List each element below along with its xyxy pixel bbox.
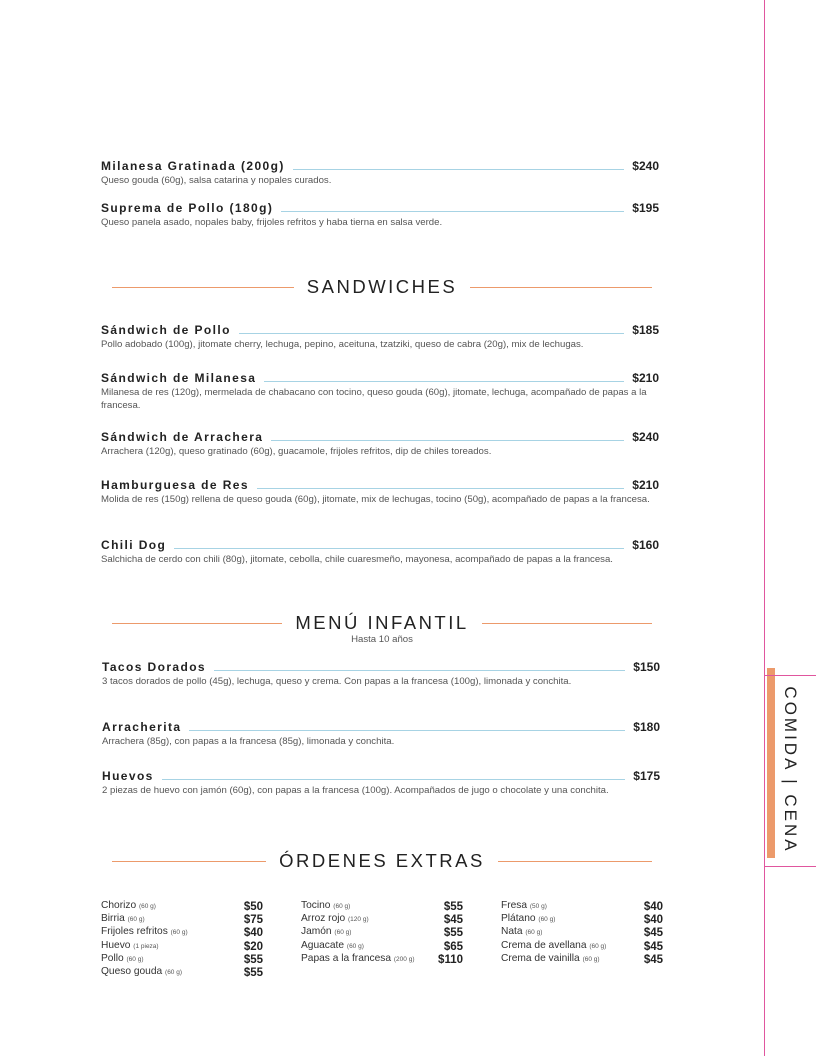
extra-name: Papas a la francesa <box>301 952 392 964</box>
section-title: MENÚ INFANTIL <box>295 612 469 633</box>
item-price: $175 <box>633 769 660 783</box>
extra-name: Plátano <box>501 913 536 925</box>
extra-price: $75 <box>243 914 263 927</box>
extra-item <box>301 953 463 966</box>
section-rule <box>112 623 282 624</box>
menu-item <box>101 321 665 351</box>
extra-item <box>301 913 463 926</box>
extra-qty: (60 g) <box>126 955 144 963</box>
extra-name: Jamón <box>301 926 332 938</box>
extra-price: $45 <box>643 953 663 966</box>
item-price: $160 <box>632 538 659 552</box>
extra-qty: (60 g) <box>127 916 145 924</box>
extra-name: Chorizo <box>101 900 137 911</box>
extra-item <box>501 913 663 926</box>
section-rule <box>112 287 294 288</box>
extra-qty: (60 g) <box>334 929 352 937</box>
extra-price: $50 <box>243 901 263 913</box>
section-rule <box>482 623 652 624</box>
extra-item <box>101 940 263 953</box>
section-title: SANDWICHES <box>306 276 458 297</box>
side-tab-tick-top <box>764 675 816 676</box>
item-description: Queso panela asado, nopales baby, frijoles refritos y haba tierna en salsa verde. <box>101 217 443 228</box>
side-tab-label: COMIDA | CENA <box>781 686 800 854</box>
item-price: $180 <box>633 720 660 734</box>
item-price: $150 <box>633 660 660 674</box>
extra-price: $55 <box>243 966 263 979</box>
extra-item <box>501 900 663 913</box>
item-price: $240 <box>632 430 659 444</box>
extras-column <box>301 900 463 966</box>
item-description: 2 piezas de huevo con jamón (60g), con papas a la francesa (100g). Acompañados de jugo o chocolate y una conchita. <box>102 785 609 796</box>
extra-item <box>501 953 663 966</box>
leader-line <box>264 381 624 382</box>
section-rule <box>112 861 266 862</box>
item-name: Milanesa Gratinada (200g) <box>101 159 285 173</box>
leader-line <box>257 488 624 489</box>
extra-name: Pollo <box>101 952 124 964</box>
leader-line <box>189 730 625 731</box>
menu-item <box>101 476 665 506</box>
section-header-infantil <box>112 611 652 635</box>
extra-price: $20 <box>243 940 263 953</box>
extra-name: Queso gouda <box>101 965 163 977</box>
extra-qty: (120 g) <box>348 916 369 924</box>
leader-line <box>239 333 624 334</box>
extra-qty: (60 g) <box>170 929 188 937</box>
item-name: Chili Dog <box>101 538 167 552</box>
item-description: Arrachera (85g), con papas a la francesa (85g), limonada y conchita. <box>102 736 395 747</box>
item-price: $195 <box>632 201 659 215</box>
extra-qty: (50 g) <box>529 903 547 910</box>
extra-price: $45 <box>643 927 663 940</box>
extra-qty: (60 g) <box>538 916 556 924</box>
leader-line <box>281 211 624 212</box>
extra-qty: (60 g) <box>346 942 364 950</box>
extra-qty: (60 g) <box>138 903 156 910</box>
menu-item <box>101 199 665 229</box>
leader-line <box>174 548 624 549</box>
extra-item <box>301 900 463 913</box>
menu-item <box>102 658 666 688</box>
item-description: Arrachera (120g), queso gratinado (60g), guacamole, frijoles refritos, dip de chiles toreados. <box>101 446 492 457</box>
section-header-sandwiches <box>112 275 652 299</box>
extra-name: Frijoles refritos <box>101 926 168 938</box>
extra-item <box>501 926 663 939</box>
margin-rule <box>764 0 765 1056</box>
item-name: Sándwich de Arrachera <box>101 430 264 444</box>
extra-item <box>301 926 463 939</box>
item-name: Suprema de Pollo (180g) <box>101 201 274 215</box>
extra-item <box>101 926 263 939</box>
item-price: $185 <box>632 323 659 337</box>
item-name: Sándwich de Pollo <box>101 323 231 337</box>
leader-line <box>293 169 625 170</box>
item-price: $240 <box>632 159 659 173</box>
item-description: 3 tacos dorados de pollo (45g), lechuga, queso y crema. Con papas a la francesa (100g), limonada y conchita. <box>102 676 572 687</box>
item-name: Huevos <box>102 769 154 783</box>
extra-name: Tocino <box>301 900 331 911</box>
extra-price: $40 <box>643 901 663 913</box>
extra-price: $55 <box>443 927 463 940</box>
extra-qty: (60 g) <box>582 955 600 963</box>
item-description: Molida de res (150g) rellena de queso gouda (60g), jitomate, mix de lechugas, tocino (50g), acompañado de papas a la francesa. <box>101 494 650 505</box>
extra-item <box>301 940 463 953</box>
extra-name: Nata <box>501 926 523 938</box>
extra-qty: (60 g) <box>589 942 607 950</box>
leader-line <box>214 670 625 671</box>
item-description: Queso gouda (60g), salsa catarina y nopales curados. <box>101 175 332 186</box>
menu-item <box>101 369 665 412</box>
item-description: Salchicha de cerdo con chili (80g), jitomate, cebolla, chile cuaresmeño, mayonesa, acompañado de papas a la francesa. <box>101 554 613 565</box>
extra-qty: (60 g) <box>165 968 183 976</box>
item-name: Arracherita <box>102 720 182 734</box>
extra-item <box>501 940 663 953</box>
section-header-extras <box>112 849 652 873</box>
extra-qty: (200 g) <box>393 955 415 963</box>
extra-item <box>101 966 263 979</box>
item-description: Milanesa de res (120g), mermelada de chabacano con tocino, queso gouda (60g), jitomate, lechuga, acompañado de papas a la francesa. <box>101 387 647 411</box>
extra-name: Arroz rojo <box>301 913 346 925</box>
item-name: Tacos Dorados <box>102 660 206 674</box>
item-price: $210 <box>632 478 659 492</box>
menu-item <box>102 767 666 797</box>
extra-qty: (1 pieza) <box>133 942 159 950</box>
extras-column <box>501 900 663 966</box>
extra-qty: (60 g) <box>525 929 543 937</box>
extra-name: Aguacate <box>301 939 345 951</box>
extra-name: Fresa <box>501 900 528 911</box>
side-tab-marker <box>767 668 775 858</box>
menu-item <box>102 718 666 748</box>
extra-item <box>101 900 263 913</box>
side-tab-tick-bottom <box>764 866 816 867</box>
extra-item <box>101 913 263 926</box>
extra-price: $40 <box>643 914 663 927</box>
menu-item <box>101 157 665 187</box>
extra-name: Birria <box>101 913 125 925</box>
section-title: ÓRDENES EXTRAS <box>279 850 485 871</box>
extra-price: $55 <box>443 901 463 913</box>
extra-price: $40 <box>243 927 263 940</box>
menu-item <box>101 536 665 566</box>
extra-price: $55 <box>243 953 263 966</box>
section-rule <box>470 287 652 288</box>
item-description: Pollo adobado (100g), jitomate cherry, lechuga, pepino, aceituna, tzatziki, queso de cabra (20g), mix de lechugas. <box>101 339 584 350</box>
extra-name: Crema de avellana <box>501 939 587 951</box>
menu-item <box>101 428 665 458</box>
section-rule <box>498 861 652 862</box>
extras-column <box>101 900 263 979</box>
extra-name: Huevo <box>101 939 131 951</box>
leader-line <box>162 779 626 780</box>
extra-item <box>101 953 263 966</box>
extra-price: $45 <box>643 940 663 953</box>
extra-price: $45 <box>443 914 463 927</box>
extra-name: Crema de vainilla <box>501 952 580 964</box>
extra-price: $65 <box>443 940 463 953</box>
item-name: Hamburguesa de Res <box>101 478 249 492</box>
extra-price: $110 <box>438 953 463 966</box>
leader-line <box>271 440 624 441</box>
extra-qty: (60 g) <box>333 903 351 910</box>
item-name: Sándwich de Milanesa <box>101 371 257 385</box>
item-price: $210 <box>632 371 659 385</box>
section-subtitle: Hasta 10 años <box>351 634 413 645</box>
